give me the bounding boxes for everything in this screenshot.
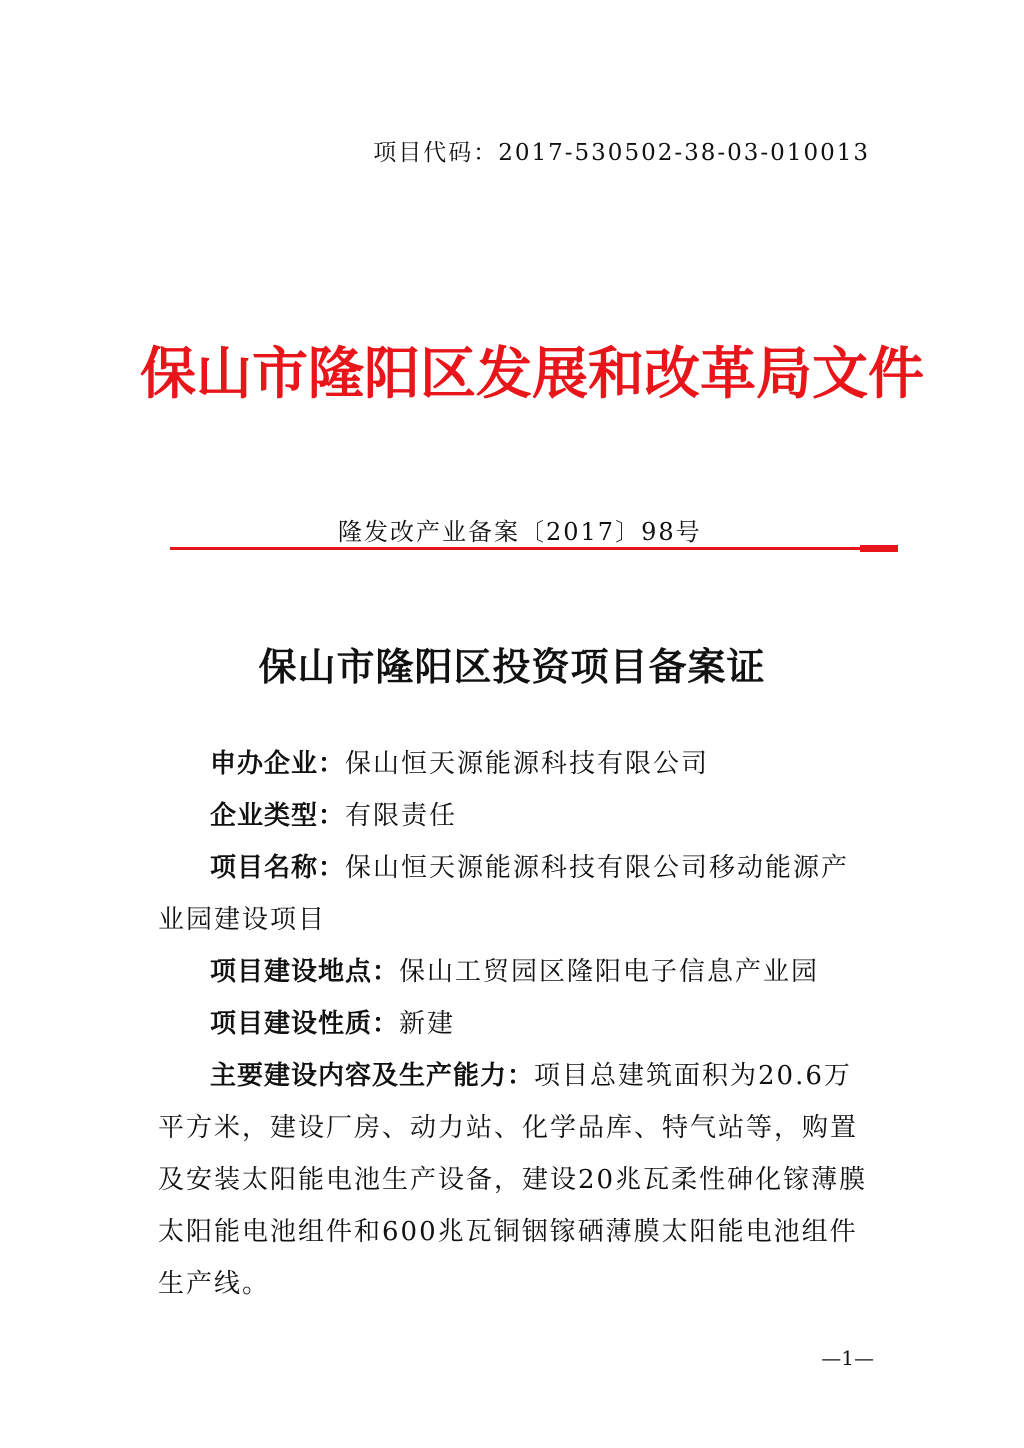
field-project-name (158, 842, 872, 946)
project-code-value: 2017-530502-38-03-010013 (498, 140, 870, 166)
field-applicant (158, 738, 872, 790)
document-issuer-header: 保山市隆阳区发展和改革局文件 (140, 341, 924, 407)
field-label: 项目名称： (210, 853, 346, 883)
certificate-body (158, 738, 872, 1310)
page-number: —1— (821, 1346, 874, 1370)
field-value: 有限责任 (345, 801, 458, 831)
field-label: 企业类型： (210, 801, 346, 831)
field-company-type (158, 790, 872, 842)
field-value: 保山工贸园区隆阳电子信息产业园 (399, 957, 820, 987)
field-label: 项目建设性质： (210, 1009, 400, 1039)
field-value: 项目总建筑面积为20.6万平方米，建设厂房、动力站、化学品库、特气站等，购置及安装太阳能电池生产设备，建设20兆瓦柔性砷化镓薄膜太阳能电池组件和600兆瓦铜铟镓硒薄膜太阳能电池组件生产线。 (158, 1061, 868, 1299)
field-label: 申办企业： (210, 749, 346, 779)
project-code (373, 134, 870, 167)
field-main-content (158, 1050, 872, 1310)
document-number: 隆发改产业备案〔2017〕98号 (338, 518, 702, 546)
field-value: 新建 (399, 1009, 456, 1039)
red-divider-end-block (860, 545, 898, 552)
field-value: 保山恒天源能源科技有限公司移动能源产业园建设项目 (158, 853, 850, 935)
red-divider-line (170, 547, 862, 550)
project-code-label: 项目代码： (373, 140, 499, 166)
field-project-nature (158, 998, 872, 1050)
field-label: 项目建设地点： (210, 957, 400, 987)
certificate-title: 保山市隆阳区投资项目备案证 (258, 644, 766, 689)
field-label: 主要建设内容及生产能力： (210, 1061, 535, 1091)
field-project-location (158, 946, 872, 998)
field-value: 保山恒天源能源科技有限公司 (345, 749, 710, 779)
